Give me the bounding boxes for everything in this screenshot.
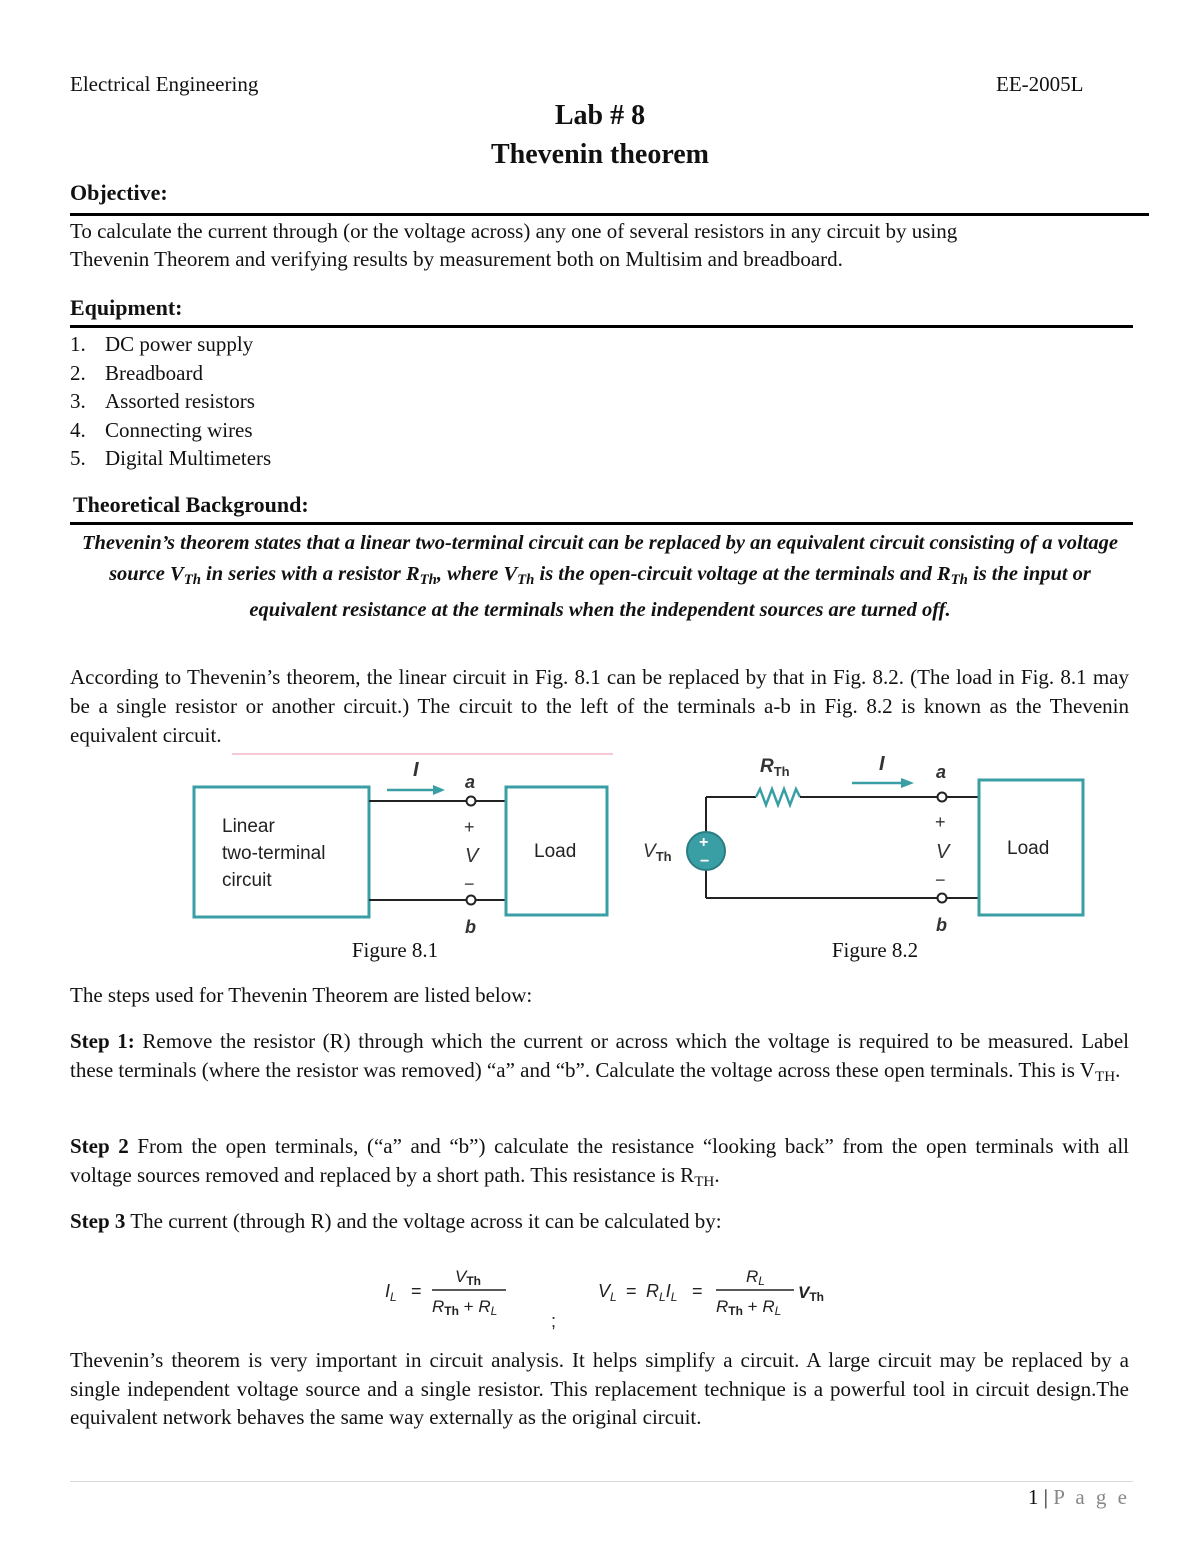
label-b: b	[465, 917, 476, 937]
equipment-item: 3. Assorted resistors	[70, 389, 255, 413]
equipment-item: 1. DC power supply	[70, 332, 254, 356]
terminal-a	[938, 793, 947, 802]
current-label: I	[413, 759, 419, 781]
vth-label: $V_{Th}$	[643, 841, 672, 864]
figure-8-2-caption: Figure 8.2	[831, 938, 919, 962]
source-plus: +	[699, 834, 709, 851]
equipment-list	[70, 330, 670, 473]
eq1-lhs: $I_L$	[385, 1281, 397, 1304]
equipment-heading: Equipment:	[70, 295, 183, 320]
objective-line-1: To calculate the current through (or the voltage across) any one of several resistors in any circuit by using	[70, 219, 958, 243]
closing-paragraph: Thevenin’s theorem is very important in circuit analysis. It helps simplify a circuit. A large circuit may be replaced by a single independent voltage source and a single resistor. This replacement technique is a powerful tool in circuit design.The equivalent network behaves the same way externally as the original circuit.	[70, 1348, 1129, 1429]
eq2-denominator: RTh + RL	[716, 1297, 782, 1318]
theorem-definition: Thevenin’s theorem states that a linear two-terminal circuit can be replaced by an equivalent circuit consisting of a voltage source $V_{Th}$ in series with a resistor $R_{Th}$, where $V_{Th}$ is the open-circuit voltage at the terminals and $R_{Th}$ is the input or equivalent resistance at the terminals when the independent sources are turned off.	[82, 532, 1118, 621]
box-line-3: circuit	[222, 870, 272, 891]
terminal-b	[938, 894, 947, 903]
equation-voltage	[598, 1267, 824, 1318]
load-label: Load	[534, 841, 577, 862]
current-label: I	[879, 753, 885, 775]
box-line-2: two-terminal	[222, 843, 326, 864]
eq2-middle: $R_LI_L$	[646, 1281, 678, 1304]
eq2-equals-2: =	[692, 1281, 703, 1301]
label-plus: +	[464, 817, 475, 837]
equipment-item: 5. Digital Multimeters	[70, 446, 272, 470]
theory-heading: Theoretical Background:	[73, 492, 309, 517]
header-course: Electrical Engineering	[70, 72, 259, 96]
objective-rule	[70, 213, 1149, 216]
theory-rule	[70, 522, 1133, 525]
terminal-a	[467, 797, 476, 806]
step-3: Step 3 The current (through R) and the voltage across it can be calculated by:	[70, 1209, 722, 1233]
label-a: a	[936, 762, 947, 782]
source-minus: −	[700, 853, 710, 870]
eq2-numerator: RL	[746, 1267, 765, 1288]
label-plus: +	[935, 812, 946, 832]
rth-label: $R_{Th}$	[760, 756, 790, 779]
resistor-zigzag	[756, 789, 800, 805]
load-label: Load	[1007, 838, 1050, 859]
header-code: EE-2005L	[996, 72, 1084, 96]
equipment-item: 2. Breadboard	[70, 360, 203, 385]
step-2: Step 2 From the open terminals, (“a” and “b”) calculate the resistance “looking back” from the open terminals with all voltage sources removed and replaced by a short path. This resistance is $R_{TH}$.	[70, 1134, 1129, 1190]
lab-number: Lab # 8	[554, 100, 646, 131]
footer-rule	[70, 1481, 1133, 1482]
eq2-lhs: $V_L$	[598, 1281, 617, 1304]
eq2-tail: VTh	[798, 1283, 825, 1304]
label-b: b	[936, 915, 947, 935]
current-arrow-icon	[901, 778, 914, 788]
eq1-equals: =	[411, 1281, 422, 1301]
figure-8-1	[185, 750, 625, 940]
label-minus: −	[464, 874, 475, 894]
page-footer: 1 | P a g e	[1027, 1485, 1130, 1509]
objective-heading: Objective:	[70, 180, 168, 205]
equipment-item: 4. Connecting wires	[70, 417, 253, 442]
label-v: V	[936, 841, 950, 863]
equations	[370, 1258, 840, 1338]
box-line-1: Linear	[222, 816, 275, 837]
equation-current	[385, 1267, 506, 1318]
lab-title: Thevenin theorem	[490, 139, 710, 170]
figure-8-1-caption: Figure 8.1	[351, 938, 439, 962]
current-arrow-icon	[433, 785, 445, 795]
objective-line-2: Thevenin Theorem and verifying results by measurement both on Multisim and breadboard.	[70, 247, 843, 271]
eq1-denominator: RTh + RL	[432, 1297, 498, 1318]
steps-intro: The steps used for Thevenin Theorem are listed below:	[70, 983, 533, 1007]
theory-paragraph: According to Thevenin’s theorem, the linear circuit in Fig. 8.1 can be replaced by that in Fig. 8.2. (The load in Fig. 8.1 may be a single resistor or another circuit.) The circuit to the left of the terminals a-b in Fig. 8.2 is known as the Thevenin equivalent circuit.	[70, 665, 1129, 747]
eq2-equals-1: =	[626, 1281, 637, 1301]
equipment-rule	[70, 325, 1133, 328]
step-1: Step 1: Remove the resistor (R) through which the current or across which the voltage is required to be measured. Label these terminals (where the resistor was removed) “a” and “b”. Calculate the voltage across these open terminals. This is $V_{TH}$.	[70, 1029, 1129, 1085]
label-minus: −	[935, 870, 946, 890]
terminal-b	[467, 896, 476, 905]
equation-separator: ;	[551, 1311, 557, 1331]
figure-8-2	[636, 750, 1096, 940]
eq1-numerator: VTh	[455, 1267, 482, 1288]
label-a: a	[465, 772, 476, 792]
label-v: V	[465, 845, 479, 867]
